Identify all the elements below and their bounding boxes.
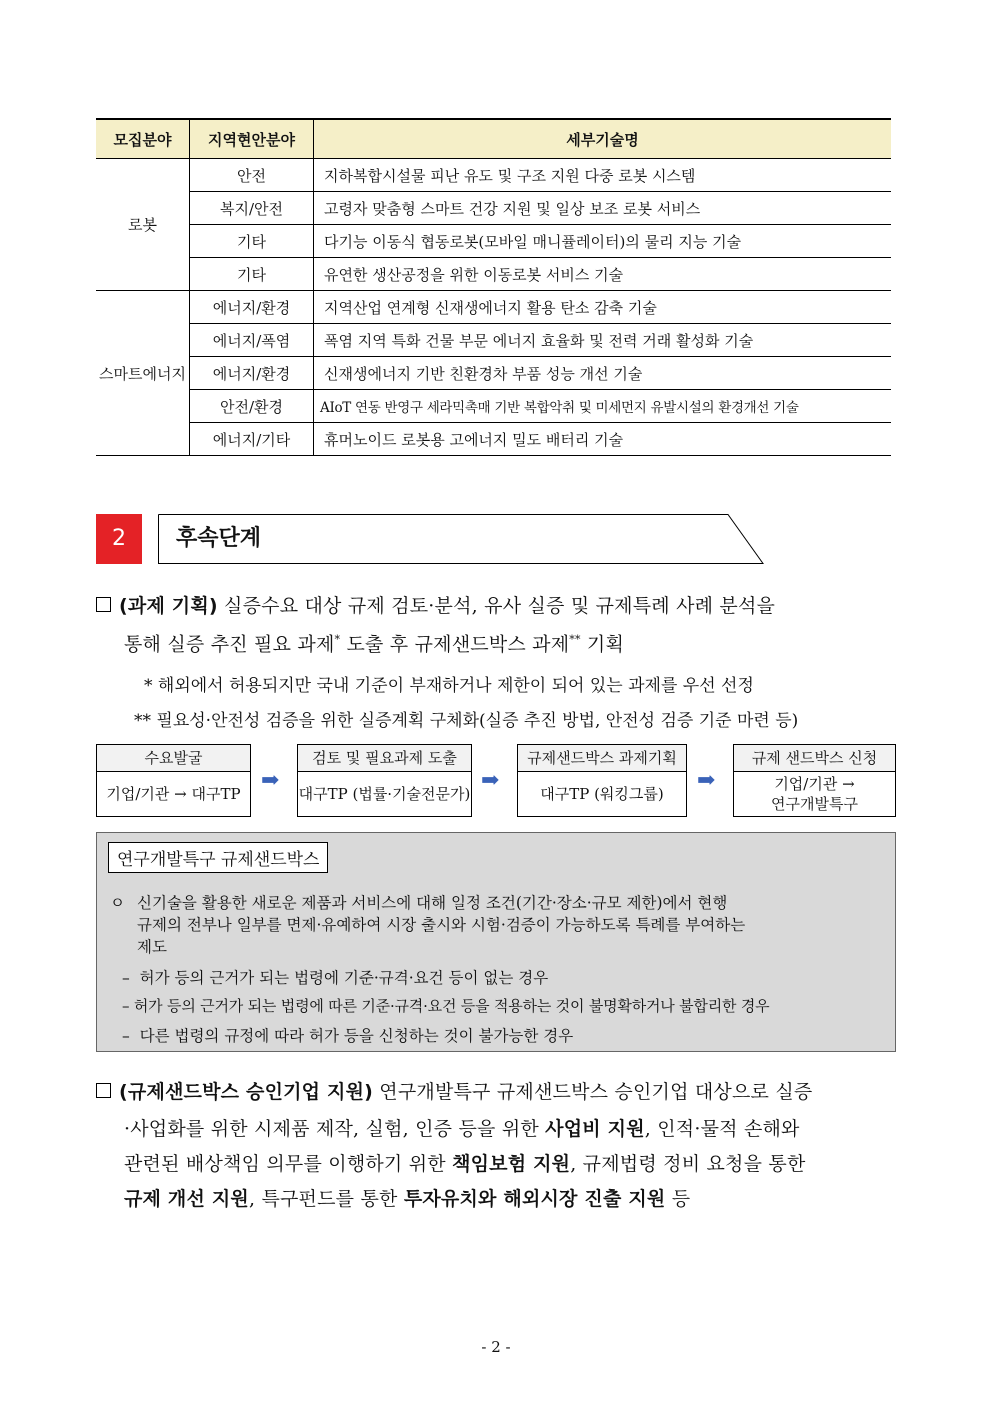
sandbox-sub3: – 다른 법령의 규정에 따라 허가 등을 신청하는 것이 불가능한 경우 bbox=[122, 1027, 574, 1045]
page-number: - 2 - bbox=[481, 1338, 511, 1356]
arrow-right-icon: ➡ bbox=[697, 768, 716, 793]
para2-line4: 규제 개선 지원, 특구펀드를 통한 투자유치와 해외시장 진출 지원 등 bbox=[124, 1188, 691, 1210]
flow-step-1 bbox=[96, 744, 251, 817]
checkbox-bullet-icon bbox=[96, 597, 111, 612]
flow-step-body: 대구TP (워킹그룹) bbox=[540, 785, 664, 803]
table-row bbox=[96, 159, 891, 192]
flow-step-body: 기업/기관 → 대구TP bbox=[106, 785, 241, 803]
tech-cell: 신재생에너지 기반 친환경차 부품 성능 개선 기술 bbox=[314, 357, 892, 390]
table-header-row bbox=[96, 119, 891, 159]
flow-step-body: 기업/기관 → 연구개발특구 bbox=[771, 775, 858, 813]
area-cell: 복지/안전 bbox=[190, 192, 314, 225]
area-cell: 에너지/기타 bbox=[190, 423, 314, 456]
tech-cell: 지역산업 연계형 신재생에너지 활용 탄소 감축 기술 bbox=[314, 291, 892, 324]
para2-line3: 관련된 배상책임 의무를 이행하기 위한 책임보험 지원, 규제법령 정비 요청을 통한 bbox=[124, 1153, 806, 1175]
flow-step-title: 규제 샌드박스 신청 bbox=[734, 745, 895, 772]
flow-step-3 bbox=[517, 744, 687, 817]
tech-cell: 유연한 생산공정을 위한 이동로봇 서비스 기술 bbox=[314, 258, 892, 291]
table-row bbox=[96, 291, 891, 324]
sandbox-line3: 제도 bbox=[137, 938, 167, 956]
tech-cell: 고령자 맞춤형 스마트 건강 지원 및 일상 보조 로봇 서비스 bbox=[314, 192, 892, 225]
para2-line1: (규제샌드박스 승인기업 지원) 연구개발특구 규제샌드박스 승인기업 대상으로 실증 bbox=[96, 1075, 812, 1109]
area-cell: 안전/환경 bbox=[190, 390, 314, 423]
tech-cell: AIoT 연동 반영구 세라믹촉매 기반 복합악취 및 미세먼지 유발시설의 환경개선 기술 bbox=[314, 390, 892, 423]
para1-heading: (과제 기획) bbox=[119, 595, 218, 617]
arrow-right-icon: ➡ bbox=[261, 768, 280, 793]
table-row bbox=[96, 192, 891, 225]
footnote-1: * 해외에서 허용되지만 국내 기준이 부재하거나 제한이 되어 있는 과제를 우선 선정 bbox=[144, 676, 754, 696]
header-field: 모집분야 bbox=[96, 119, 190, 159]
arrow-right-icon: ➡ bbox=[481, 768, 500, 793]
table-row bbox=[96, 357, 891, 390]
table-row bbox=[96, 225, 891, 258]
flow-step-title: 수요발굴 bbox=[97, 745, 250, 772]
para2-heading: (규제샌드박스 승인기업 지원) bbox=[119, 1081, 374, 1103]
tech-cell: 폭염 지역 특화 건물 부문 에너지 효율화 및 전력 거래 활성화 기술 bbox=[314, 324, 892, 357]
tech-table bbox=[96, 118, 891, 456]
flow-step-2 bbox=[297, 744, 472, 817]
table-row bbox=[96, 390, 891, 423]
flow-step-body: 대구TP (법률·기술전문가) bbox=[298, 785, 471, 803]
sandbox-bullet: ㅇ bbox=[110, 894, 125, 912]
para2-line2: ·사업화를 위한 시제품 제작, 실험, 인증 등을 위한 사업비 지원, 인적·물적 손해와 bbox=[124, 1118, 800, 1140]
header-tech: 세부기술명 bbox=[314, 119, 892, 159]
flow-step-4 bbox=[733, 744, 896, 817]
area-cell: 기타 bbox=[190, 258, 314, 291]
sandbox-sub2: – 허가 등의 근거가 되는 법령에 따른 기준·규격·요건 등을 적용하는 것이 불명확하거나 불합리한 경우 bbox=[122, 997, 770, 1015]
para1-line1: (과제 기획) 실증수요 대상 규제 검토·분석, 유사 실증 및 규제특례 사례 분석을 bbox=[96, 589, 775, 623]
sandbox-label: 연구개발특구 규제샌드박스 bbox=[108, 842, 328, 873]
area-cell: 에너지/환경 bbox=[190, 291, 314, 324]
para1-line2: 통해 실증 추진 필요 과제* 도출 후 규제샌드박스 과제** 기획 bbox=[124, 633, 625, 656]
table-row bbox=[96, 324, 891, 357]
tech-cell: 다기능 이동식 협동로봇(모바일 매니퓰레이터)의 물리 지능 기술 bbox=[314, 225, 892, 258]
footnote-2: ** 필요성·안전성 검증을 위한 실증계획 구체화(실증 추진 방법, 안전성 검증 기준 마련 등) bbox=[134, 711, 799, 731]
section-title: 후속단계 bbox=[176, 526, 262, 551]
area-cell: 기타 bbox=[190, 225, 314, 258]
flow-step-title: 검토 및 필요과제 도출 bbox=[298, 745, 471, 772]
sandbox-line1: 신기술을 활용한 새로운 제품과 서비스에 대해 일정 조건(기간·장소·규모 제한)에서 현행 bbox=[137, 894, 728, 912]
section-number: 2 bbox=[96, 514, 142, 564]
field-cell-energy: 스마트에너지 bbox=[96, 291, 190, 456]
field-cell-robot: 로봇 bbox=[96, 159, 190, 291]
flow-step-title: 규제샌드박스 과제기획 bbox=[518, 745, 686, 772]
sandbox-line2: 규제의 전부나 일부를 면제·유예하여 시장 출시와 시험·검증이 가능하도록 특례를 부여하는 bbox=[137, 916, 746, 934]
tech-cell: 휴머노이드 로봇용 고에너지 밀도 배터리 기술 bbox=[314, 423, 892, 456]
area-cell: 에너지/환경 bbox=[190, 357, 314, 390]
area-cell: 에너지/폭염 bbox=[190, 324, 314, 357]
header-area: 지역현안분야 bbox=[190, 119, 314, 159]
sandbox-sub1: – 허가 등의 근거가 되는 법령에 기준·규격·요건 등이 없는 경우 bbox=[122, 969, 549, 987]
tech-cell: 지하복합시설물 피난 유도 및 구조 지원 다중 로봇 시스템 bbox=[314, 159, 892, 192]
checkbox-bullet-icon bbox=[96, 1083, 111, 1098]
area-cell: 안전 bbox=[190, 159, 314, 192]
table-row bbox=[96, 423, 891, 456]
table-row bbox=[96, 258, 891, 291]
